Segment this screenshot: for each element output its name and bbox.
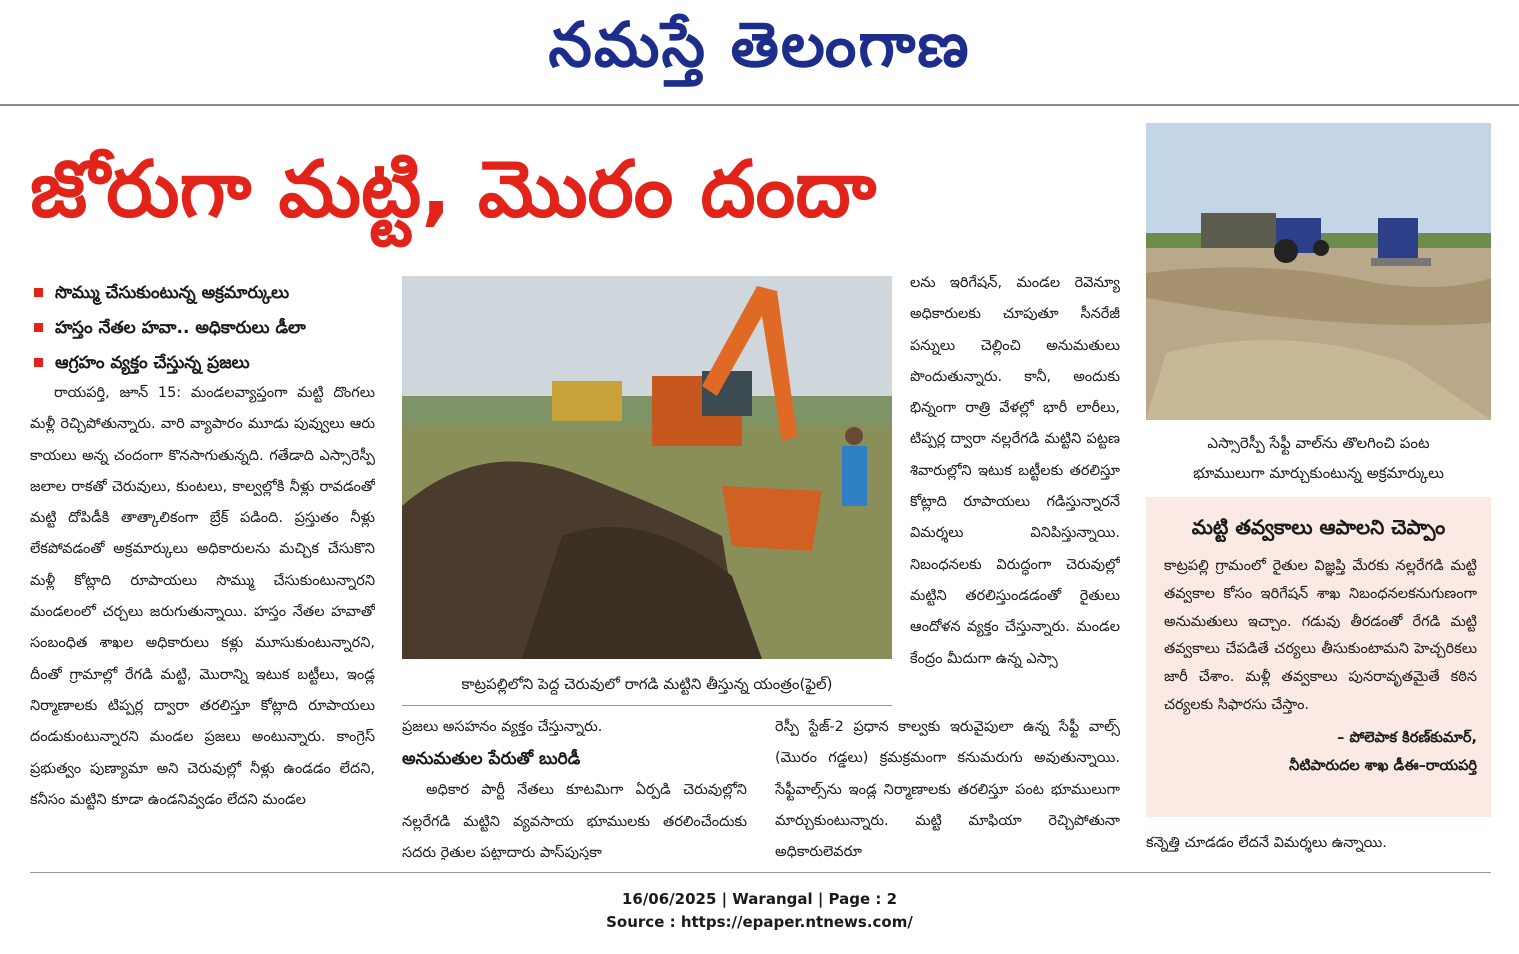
box-signature-title: నీటిపారుదల శాఖ డీఈ–రాయపర్తి	[1289, 757, 1477, 774]
article-column-4: కన్నెత్తి చూడడం లేదనే విమర్శలు ఉన్నాయి.	[1146, 835, 1387, 851]
article-headline: జోరుగా మట్టి, మొరం దందా	[30, 145, 877, 235]
newspaper-masthead: నమస్తే తెలంగాణ	[548, 8, 971, 81]
article-column-3-continued: రెస్పీ స్టేజ్-2 ప్రధాన కాల్వకు ఇరువైపులా ఉన్న సేఫ్టీ వాల్స్ (మొరం గడ్డలు) క్రమక్రమంగా కనుమరుగు అవుతున్నాయి. సేఫ్టీవాల్స్‌ను ఇండ్ల నిర్మాణాలకు తరలిస్తూ పంట భూములుగా మార్చుకుంటున్నారు. మట్టి మాఫియా రెచ్చిపోతునా అధికారులెవరూ	[775, 719, 1120, 860]
caption-rule	[402, 705, 892, 706]
excavator-illustration	[402, 276, 892, 659]
article-bullets	[30, 276, 390, 381]
bullet-item: సొమ్ము చేసుకుంటున్న అక్రమార్కులు	[30, 276, 390, 311]
tractor-field-illustration	[1146, 123, 1491, 420]
article-column-1: రాయపర్తి, జూన్ 15: మండలవ్యాప్తంగా మట్టి దొంగలు మళ్లీ రెచ్చిపోతున్నారు. వారి వ్యాపారం మూడు పువ్వులు ఆరు కాయలు అన్న చందంగా కొనసాగుతున్నది. గతేడాది ఎస్సారెస్పీ జలాల రాకతో చెరువులు, కుంటలు, కాల్వల్లోకి నీళ్లు రావడంతో మట్టి దోపిడీకి తాత్కాలికంగా బ్రేక్ పడింది. ప్రస్తుతం నీళ్లు లేకపోవడంతో అక్రమార్కులు అధికారులను మచ్చిక చేసుకొని మళ్లీ కోట్లాది రూపాయలు సొమ్ము చేసుకుంటున్నారని మండలంలో చర్చలు జరుగుతున్నాయి. హస్తం నేతల హవాతో సంబంధిత శాఖల అధికారులు కళ్లు మూసుకుంటున్నారని, దీంతో గ్రామాల్లో రేగడి మట్టి, మొరాన్ని ఇటుక బట్టీలు, ఇండ్ల నిర్మాణాలకు టిప్పర్ల ద్వారా తరలిస్తూ కోట్లాది రూపాయలు దండుకుంటున్నారని మండల ప్రజలు అంటున్నారు. కాంగ్రెస్ ప్రభుత్వం పుణ్యామా అని చెరువుల్లో నీళ్లు ఉండడం లేదని, కనీసం మట్టిని కూడా ఉండనివ్వడం లేదని మండల	[30, 385, 375, 808]
footer-date-edition: 16/06/2025 | Warangal | Page : 2	[621, 890, 898, 908]
safety-wall-photo	[1146, 123, 1491, 420]
bullet-square-icon	[34, 288, 43, 297]
excavator-photo	[402, 276, 892, 659]
article-column-2: ప్రజలు అసహనం వ్యక్తం చేస్తున్నారు. అనుమతుల పేరుతో బురిడీ అధికార పార్టీ నేతలు కూటమిగా ఏర్పడి చెరువుల్లోని నల్లరేగడి మట్టిని వ్యవసాయ భూములకు తరలించేందుకు సదరు రైతుల పట్టాదారు పాస్‌పుస్తకా	[402, 719, 747, 860]
bullet-square-icon	[34, 323, 43, 332]
box-body: కాట్రపల్లి గ్రామంలో రైతుల విజ్ఞప్తి మేరకు నల్లరేగడి మట్టి తవ్వకాల కోసం ఇరిగేషన్ శాఖ నిబంధనలకనుగుణంగా అనుమతులు ఇచ్చాం. గడువు తీరడంతో రేగడి మట్టి తవ్వకాలు చేపడితే చర్యలు తీసుకుంటామని హెచ్చరికలు జారీ చేశాం. మళ్లీ తవ్వకాలు పునరావృతమైతే కఠిన చర్యలకు సిఫారసు చేస్తాం.	[1164, 558, 1477, 713]
bottom-rule	[30, 872, 1491, 873]
footer-source-link[interactable]: Source : https://epaper.ntnews.com/	[606, 913, 913, 931]
side-photo-caption: ఎస్సారెస్పీ సేఫ్టీ వాల్‌ను తొలగించి పంట భూములుగా మార్చుకుంటున్న అక్రమార్కులు	[1193, 434, 1444, 482]
bullet-item: హస్తం నేతల హవా.. అధికారులు డీలా	[30, 311, 390, 346]
box-title: మట్టి తవ్వకాలు ఆపాలని చెప్పాం	[1191, 515, 1446, 539]
page-footer	[0, 888, 1519, 934]
official-statement-box	[1146, 497, 1491, 817]
bullet-square-icon	[34, 358, 43, 367]
photo-caption: కాట్రపల్లిలోని పెద్ద చెరువులో రాగడి మట్టిని తీస్తున్న యంత్రం(ఫైల్)	[461, 675, 833, 693]
article-subhead: అనుమతుల పేరుతో బురిడీ	[402, 749, 581, 770]
bullet-item: ఆగ్రహం వ్యక్తం చేస్తున్న ప్రజలు	[30, 346, 390, 381]
masthead-rule	[0, 104, 1519, 106]
article-column-3: లను ఇరిగేషన్, మండల రెవెన్యూ అధికారులకు చూపుతూ సీనరేజీ పన్నులు చెల్లించి అనుమతులు పొందుతున్నారు. కానీ, అందుకు భిన్నంగా రాత్రి వేళల్లో భారీ లారీలు, టిప్పర్ల ద్వారా నల్లరేగడి మట్టిని పట్టణ శివారుల్లోని ఇటుక బట్టీలకు తరలిస్తూ కోట్లాది రూపాయలు గడిస్తున్నారనే విమర్శలు వినిపిస్తున్నాయి. నిబంధనలకు విరుద్ధంగా చెరువుల్లో మట్టిని తరలిస్తుండడంతో రైతులు ఆందోళన వ్యక్తం చేస్తున్నారు. మండల కేంద్రం మీదుగా ఉన్న ఎస్సా	[910, 275, 1120, 667]
box-signature-name: – పోలెపాక కిరణ్‌కుమార్,	[1337, 729, 1477, 746]
